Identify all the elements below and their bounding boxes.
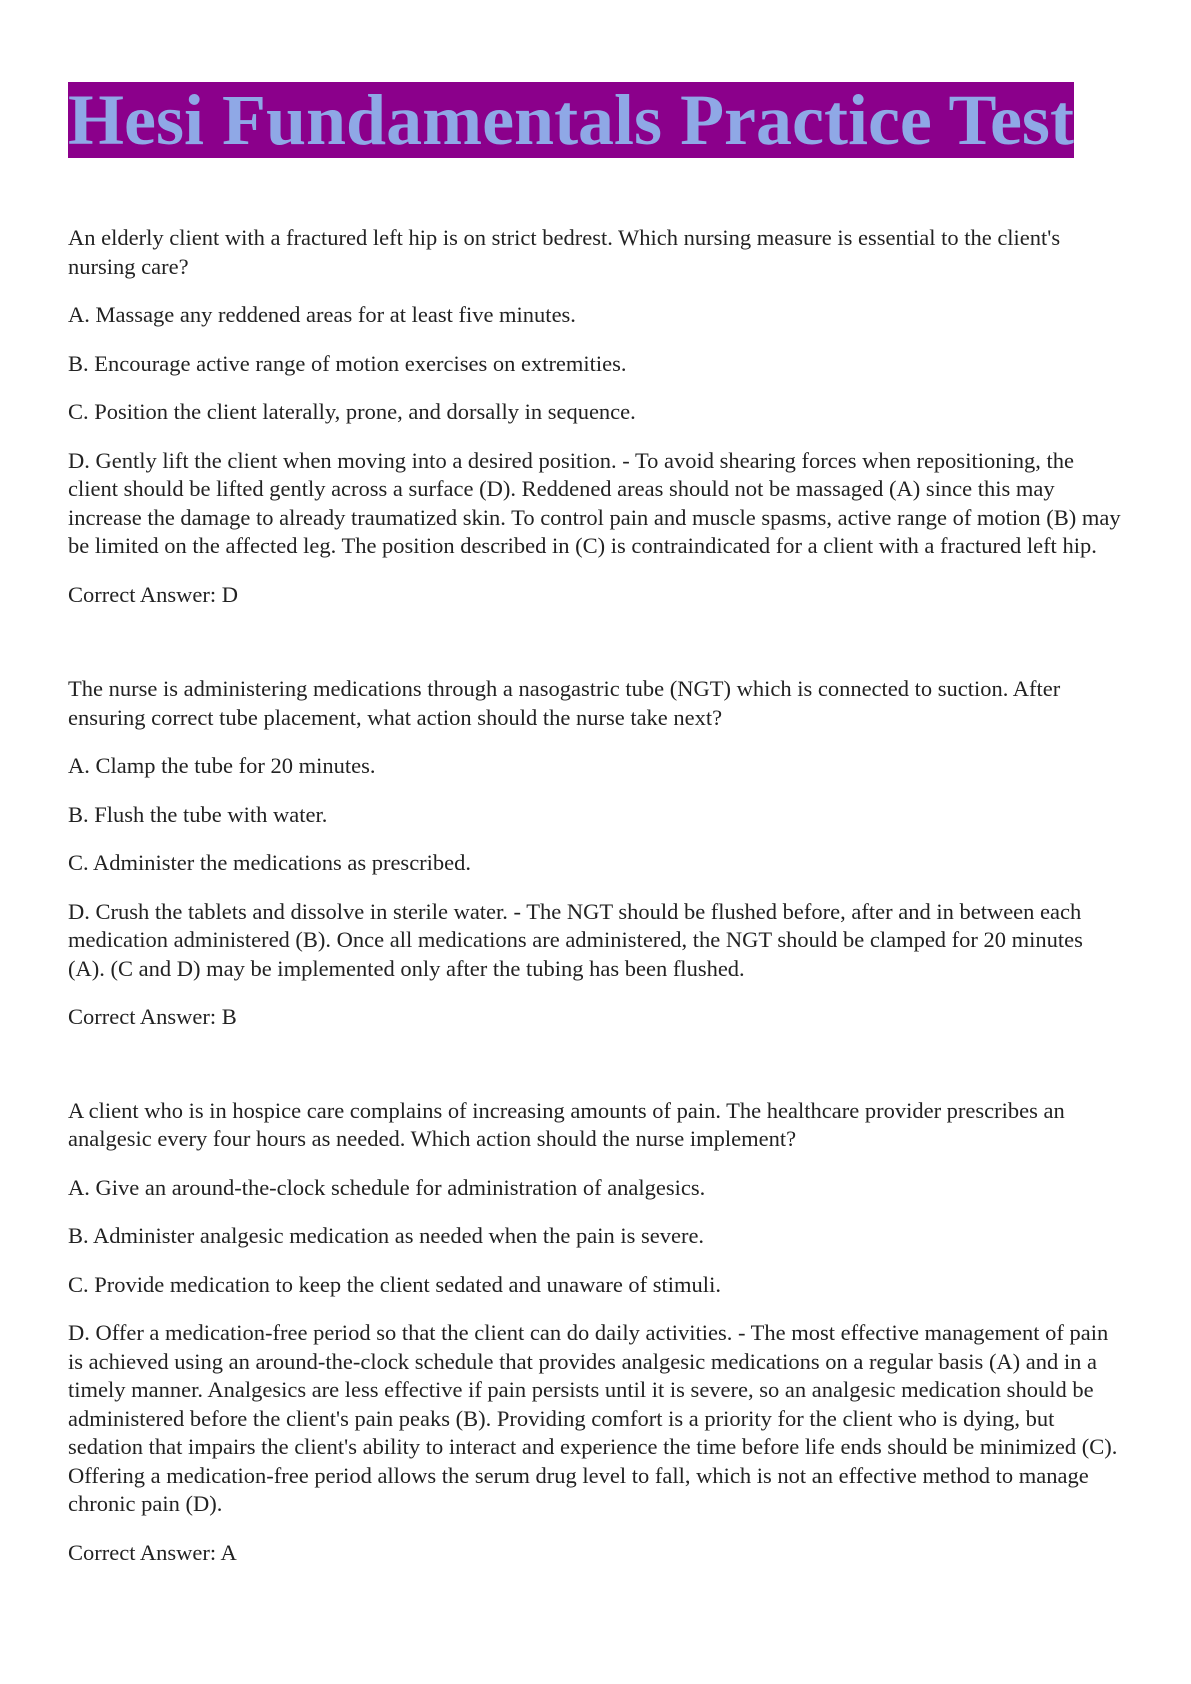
option-d-rationale: D. Crush the tablets and dissolve in sterile water. - The NGT should be flushed before, after and in between each medication administered (B). Once all medications are administered, the NGT should be clamped for 20 minutes (A). (C and D) may be implemented only after the tubing has been flushed. [68,898,1083,981]
question-stem: An elderly client with a fractured left hip is on strict bedrest. Which nursing measure is essential to the client's nursing care? [68,225,1061,279]
question-1 [68,224,1123,609]
correct-answer: Correct Answer: B [68,1004,237,1029]
page-title: Hesi Fundamentals Practice Test [68,80,1074,160]
question-stem: A client who is in hospice care complains of increasing amounts of pain. The healthcare provider prescribes an analgesic every four hours as needed. Which action should the nurse implement? [68,1097,1065,1151]
option-c: C. Position the client laterally, prone, and dorsally in sequence. [68,399,636,424]
question-3 [68,1097,1123,1568]
option-d-rationale: D. Gently lift the client when moving into a desired position. - To avoid shearing forces when repositioning, the client should be lifted gently across a surface (D). Reddened areas should not be massaged (A) since this may increase the damage to already traumatized skin. To control pain and muscle spasms, active range of motion (B) may be limited on the affected leg. The position described in (C) is contraindicated for a client with a fractured left hip. [68,447,1121,558]
option-a: A. Massage any reddened areas for at least five minutes. [68,302,576,327]
option-c: C. Administer the medications as prescribed. [68,850,472,875]
question-stem: The nurse is administering medications through a nasogastric tube (NGT) which is connected to suction. After ensuring correct tube placement, what action should the nurse take next? [68,676,1061,730]
document-page [68,82,1123,1567]
option-b: B. Encourage active range of motion exercises on extremities. [68,350,627,376]
option-a: A. Clamp the tube for 20 minutes. [68,753,376,778]
title-container [68,82,1123,158]
question-2 [68,675,1123,1032]
correct-answer: Correct Answer: D [68,581,238,607]
option-b: B. Flush the tube with water. [68,801,328,827]
option-b: B. Administer analgesic medication as needed when the pain is severe. [68,1223,705,1248]
option-a: A. Give an around-the-clock schedule for administration of analgesics. [68,1174,706,1200]
option-d-rationale: D. Offer a medication-free period so that the client can do daily activities. - The most effective management of pain is achieved using an around-the-clock schedule that provides analgesic medications on a regular basis (A) and in a timely manner. Analgesics are less effective if pain persists until it is severe, so an analgesic medication should be administered before the client's pain peaks (B). Providing comfort is a priority for the client who is dying, but sedation that impairs the client's ability to interact and experience the time before life ends should be minimized (C). Offering a medication-free period allows the serum drug level to fall, which is not an effective method to manage chronic pain (D). [68,1320,1118,1516]
correct-answer: Correct Answer: A [68,1539,237,1565]
option-c: C. Provide medication to keep the client sedated and unaware of stimuli. [68,1271,721,1297]
